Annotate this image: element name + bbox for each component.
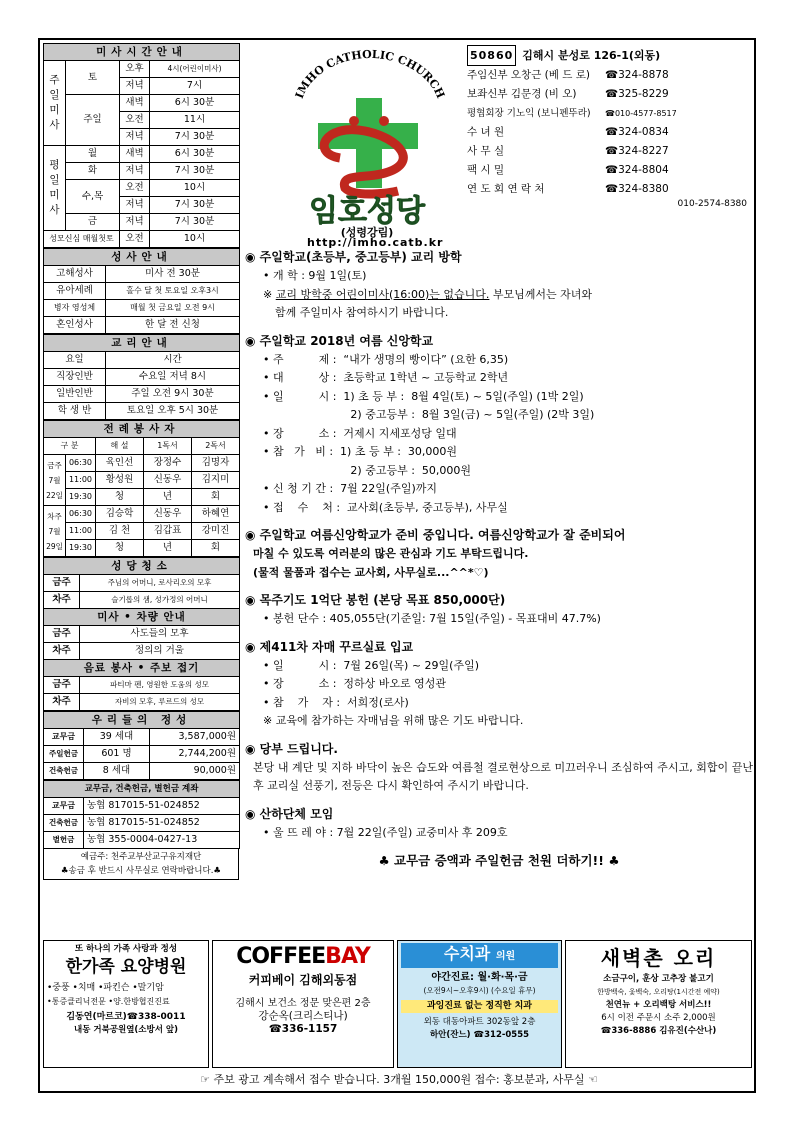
notice-request: ◉ 당부 드립니다. 본당 내 계단 및 지하 바닥이 높은 습도와 여름철 결로현상으로 미끄러우니 조심하여 주시고, 회합이 끝난 후 교리실 선풍기, 전등은 다시 확인하여 주시기 바랍니다. — [245, 741, 753, 792]
special-mass-label: 성모신심 매월첫토 — [44, 231, 120, 248]
ad-dental[interactable]: 수치과 의원 야간진료: 월·화·목·금 (오전9시~오후9시) (수요일 휴무) 과잉진료 없는 정직한 치과 외동 대동아파트 302동앞 2층 하안(잔느) ☎312-0555 — [397, 940, 562, 1068]
liturgy-table: 전례봉사자 구 분 해 설 1독서 2독서 금주 7월22일 06:30 육인선 장정수 김명자 11:00 황성원 신동우 김지미 19:30 청 년 회 차주 7월29일 06:30 김승학 신동우 하혜연 11:00 김 천 김갑표 강미진 19:30 청 년 회 — [43, 420, 240, 557]
education-table: 교리안내 요일 시간 직장인반 수요일 저녁 8시 일반인반 주일 오전 9시 30분 학 생 반 토요일 오후 5시 30분 — [43, 334, 240, 420]
sat-label: 토 — [66, 61, 120, 95]
contact-row: 평협회장 기노익 (보니펜뚜라) ☎010-4577-8517 — [467, 108, 677, 119]
svg-text:임호성당: 임호성당 — [309, 194, 425, 229]
contact-row: 팩 시 밀 ☎324-8804 — [467, 164, 669, 176]
svg-text:(성령강림): (성령강림) — [340, 226, 394, 238]
ad-duck-restaurant[interactable]: 새벽촌 오리 소금구이, 훈상 고추장 불고기 한방백숙, 옻백숙, 오리탕(1시간전 예약) 천연뉴 + 오리백탕 서비스!! 6시 이전 주문시 소주 2,000원 ☎336-8886 김유진(수산나) — [565, 940, 752, 1068]
closing-message: ♣ 교무금 증액과 주일헌금 천원 더하기!! ♣ — [378, 853, 620, 868]
account-table: 교무금, 건축헌금, 별헌금 계좌 교무금 농협 817015-51-024852 건축헌금 농협 817015-51-024852 별헌금 농협 355-0004-0427-13 — [43, 780, 240, 849]
ads-row — [43, 940, 755, 1068]
sacrament-table: 성사안내 고해성사 미사 전 30분 유아세례 홀수 달 첫 토요일 오후3시 병자 영성체 매월 첫 금요일 오전 9시 혼인성사 한 달 전 신청 — [43, 248, 240, 334]
coffeebay-logo: COFFEEBAY — [236, 944, 370, 969]
extra-phone: 010-2574-8380 — [677, 199, 747, 209]
contact-row: 주임신부 오창근 (베 드 로) ☎324-8878 — [467, 69, 669, 81]
contact-row: 수 녀 원 ☎324-0834 — [467, 126, 669, 138]
header — [245, 43, 753, 249]
weekday-mass-label: 평일미사 — [44, 146, 66, 231]
mass-header: 미사시간안내 — [44, 44, 240, 61]
sun-label: 주일 — [66, 95, 120, 146]
address-line: 50860 김해시 분성로 126-1(외동) — [467, 45, 753, 66]
notice-summer-break: ◉ 주일학교(초등부, 중고등부) 교리 방학 • 개 학 : 9월 1일(토) ※ 교리 방학중 어린이미사(16:00)는 없습니다. 부모님께서는 자녀와 함께 주일미사 참여하시기 바랍니다. — [245, 250, 593, 319]
footer-notice: ☞ 주보 광고 계속해서 접수 받습니다. 3개월 150,000원 접수: 홍보분과, 사무실 ☜ — [200, 1073, 598, 1086]
notice-meeting: ◉ 산하단체 모임 • 울 뜨 레 야 : 7월 22일(주일) 교중미사 후 209호 — [245, 806, 508, 839]
website: http://imho.catb.kr — [307, 236, 444, 249]
notice-preparing: ◉ 주일학교 여름신앙학교가 준비 중입니다. 여름신앙학교가 잘 준비되어 마칠 수 있도록 여러분의 많은 관심과 기도 부탁드립니다. (물적 물품과 접수는 교사회, 사무실로...^^*♡) — [245, 528, 626, 579]
notice-summer-school: ◉ 주일학교 2018년 여름 신앙학교 • 주 제 : “내가 생명의 빵이다” (요한 6,35) • 대 상 : 초등학교 1학년 ~ 고등학교 2학년 • 일 시 : 1) 초 등 부 : 8월 4일(토) ~ 5일(주일) (1박 2일) 2) 중고등부 : 8월 3일(금) ~ 5일(주일) (2박 3일) • 장 소 : 거제시 지세포성당 일대 • 참 가 비 : 1) 초 등 부 : 30,000원 2) 중고등부 : 50,000원 • 신 청 기 간 : 7월 22일(주일)까지 • 접 수 처 : 교사회(초등부, 중고등부), 사무실 — [245, 333, 595, 514]
cross-icon — [270, 43, 465, 238]
ad-hospital[interactable]: 또 하나의 가족 사랑과 정성 한가족 요양병원 •중풍 •치매 •파킨슨 •말기암 •통증클리닉전문 •양.한방협진진료 김동연(마르코)☎338-0011 내동 거북공원옆(소방서 앞) — [43, 940, 209, 1068]
notice-rosary: ◉ 목주기도 1억단 봉헌 (본당 목표 850,000단) • 봉헌 단수 : 405,055단(기준일: 7월 15일(주일) - 목표대비 47.7%) — [245, 593, 601, 625]
account-holder: 예금주: 천주교부산교구유지재단 ♣송금 후 반드시 사무실로 연락바랍니다.♣ — [43, 849, 239, 880]
notice-cursillo: ◉ 제411차 자매 꾸르실료 입교 • 일 시 : 7월 26일(목) ~ 29일(주일) • 장 소 : 정하상 바오로 영성관 • 참 가 자 : 서희정(로사) ※ 교육에 참가하는 자매님을 위해 많은 기도 바랍니다. — [245, 639, 524, 727]
postal-code: 50860 — [467, 45, 516, 66]
svg-text:IMHO CATHOLIC CHURCH: IMHO CATHOLIC CHURCH — [292, 47, 448, 101]
sidebar — [43, 43, 239, 880]
notices — [245, 247, 753, 872]
cleaning-table: 성당청소 금주 주님의 어머니, 로사리오의 모후 차주 슬기롭의 샘, 성가정의 어머니 미사 • 차량 안내 금주 사도들의 모후 차주 정의의 거울 음료 봉사 • 주보 접기 금주 파티마 펜, 영원한 도움의 성모 차주 자비의 모후, 루르드의 성모 — [43, 557, 240, 711]
offering-table: 우리들의 정성 교무금 39 세대 3,587,000원 주일헌금 601 명 2,744,200원 건축헌금 8 세대 90,000원 — [43, 711, 240, 780]
contact-row: 연 도 회 연 락 처 ☎324-8380 — [467, 183, 669, 195]
dental-title: 수치과 의원 — [401, 943, 558, 968]
contact-block — [467, 45, 753, 209]
schedule-table: 미사시간안내 주일미사 토 오후 4시(어린이미사) 저녁 7시 주일 새벽 6시 30분 오전 11시 저녁 7시 30분 평일미사 월 새벽 6시 30분 화 저녁 7시 30분 수,목 오전 10시 저녁 7시 30분 금 저녁 7시 30분 성모신심 매월첫토 오전 10시 — [43, 43, 240, 248]
ad-coffee[interactable]: COFFEEBAY 커피베이 김해외동점 김해시 보건소 정문 맞은편 2층 강순옥(크리스티나) ☎336-1157 — [212, 940, 394, 1068]
church-logo — [270, 43, 465, 238]
contact-row: 보좌신부 김문경 (비 오) ☎325-8229 — [467, 88, 669, 100]
contact-row: 사 무 실 ☎324-8227 — [467, 145, 669, 157]
sunday-mass-label: 주일미사 — [44, 61, 66, 146]
bulletin-frame — [38, 38, 756, 1093]
